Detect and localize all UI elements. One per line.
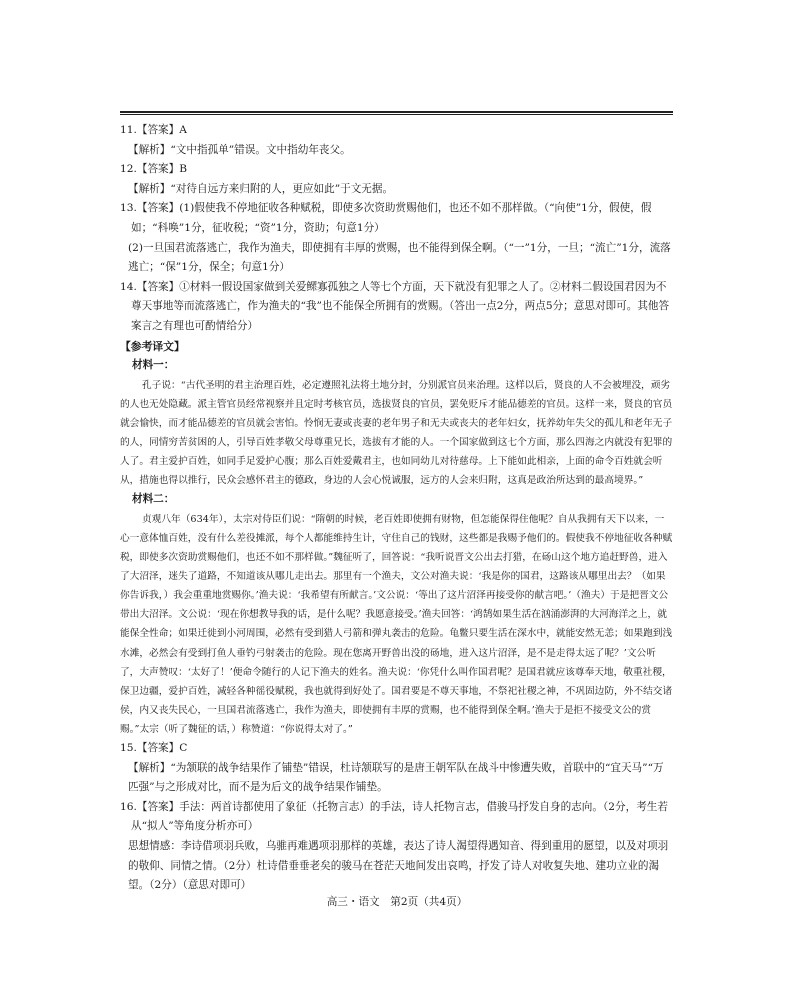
q12-answer: 12.【答案】B (120, 163, 188, 176)
q16-answer: 16.【答案】手法：两首诗都使用了象征（托物言志）的手法，诗人托物言志，借骏马抒发自身的志向。（2分，考生若从“拟人”等角度分析亦可） (120, 800, 668, 833)
answer-content (120, 121, 673, 896)
material2-text: 贞观八年（634年），太宗对侍臣们说：“隋朝的时候，老百姓即使拥有财物，但怎能保得住他呢？自从我拥有天下以来，一心一意体恤百姓，没有什么差役摊派，每个人都能维持生计，守住自己的钱财，这些都是我赐予他们的。假使我不停地征收各种赋税，即使多次资助赏赐他们，也还不如不那样做。”魏征听了，回答说：“我听说晋文公出去打猎，在砀山这个地方追赶野兽，进入了大沼泽，迷失了道路，不知道该从哪儿走出去。那里有一个渔夫，文公对渔夫说：‘我是你的国君，这路该从哪里出去？（如果你告诉我，）我会重重地赏赐你。’渔夫说：‘我希望有所献言。’文公说：‘等出了这片沼泽再接受你的献言吧。’（渔夫）于是把晋文公带出大沼泽。文公说：‘现在你想教导我的话，是什么呢？我愿意接受。’渔夫回答：‘鸿鹄如果生活在汹涌澎湃的大河海洋之上，就能保全性命；如果迁徙到小河周围，必然有受到猎人弓箭和弹丸袭击的危险。龟鳖只要生活在深水中，就能安然无恙；如果跑到浅水滩，必然会有受到打鱼人垂钓弓射袭击的危险。现在您离开野兽出没的砀地，进入这片沼泽，是不是走得太远了呢？’文公听了，大声赞叹：‘太好了！’便命令随行的人记下渔夫的姓名。渔夫说：‘你凭什么叫作国君呢？是国君就应该尊奉天地，敬重社稷，保卫边疆，爱护百姓，减轻各种徭役赋税，我也就得到好处了。国君要是不尊天事地，不祭祀社稷之神，不巩固边防，外不结交诸侯，内又丧失民心，一旦国君流落逃亡，我作为渔夫，即使拥有丰厚的赏赐，也不能得到保全啊。’渔夫于是拒不接受文公的赏赐。”太宗（听了魏征的话，）称赞道：“你说得太对了。” (120, 513, 673, 735)
header-rule-thin (120, 114, 673, 115)
q15-answer: 15.【答案】C (120, 742, 188, 754)
page-footer: 高三・语文 第2页（共4页） (326, 896, 468, 908)
reference-heading: 【参考译文】 (120, 339, 185, 353)
q15-analysis: 【解析】“为颔联的战争结果作了铺垫”错误，杜诗颔联写的是唐王朝军队在战斗中惨遭失败，首联中的“宜天马”“万匹强”与之形成对比，而不是为后文的战争结果作铺垫。 (128, 761, 664, 794)
material1-text: 孔子说：“古代圣明的君主治理百姓，必定遵照礼法将土地分封，分别派官员来治理。这样以后，贤良的人不会被埋没，顽劣的人也无处隐藏。派主管官员经常视察并且定时考核官员，选拔贤良的官员，罢免贬斥才能品德差的官员。这样一来，贤良的官员就会愉快，而才能品德差的官员就会害怕。怜悯无妻或丧妻的老年男子和无夫或丧夫的老年妇女，抚养幼年失父的孤儿和老年无子的人，同情穷苦贫困的人，引导百姓孝敬父母尊重兄长，选拔有才能的人。一个国家做到这七个方面，那么四海之内就没有犯罪的人了。君主爱护百姓，如同手足爱护心腹；那么百姓爱戴君主，也如同幼儿对待慈母。上下能如此相亲，上面的命令百姓就会听从，措施也得以推行，民众会感怀君主的德政，身边的人会心悦诚服，远方的人会来归附，这真是政治所达到的最高境界。” (120, 379, 673, 487)
q13-part2: (2)一旦国君流落逃亡，我作为渔夫，即使拥有丰厚的赏赐，也不能得到保全啊。（“一”1分，一旦；“流亡”1分，流落逃亡；“保”1分，保全；句意1分） (128, 241, 671, 274)
q12-analysis: 【解析】“对待自远方来归附的人，更应如此”于文无据。 (128, 182, 394, 195)
q16-analysis: 思想情感：李诗借项羽兵败，乌骓再难遇项羽那样的英雄，表达了诗人渴望得遇知音、得到重用的愿望，以及对项羽的敬仰、同情之情。（2分）杜诗借垂垂老矣的骏马在苍茫天地间发出哀鸣，抒发了诗人对收复失地、建功立业的渴望。（2分）（意思对即可） (128, 839, 669, 892)
header-rule (120, 111, 673, 113)
q11-analysis: 【解析】“文中指孤单”错误。文中指幼年丧父。 (128, 143, 351, 156)
q13-answer: 13.【答案】(1)假使我不停地征收各种赋税，即使多次资助赏赐他们，也还不如不那样做。（“向使”1分，假使，假如；“科唤”1分，征收税；“资”1分，资助；句意1分） (120, 202, 652, 234)
material1-label: 材料一： (132, 359, 175, 372)
material2-label: 材料二： (132, 493, 175, 506)
q14-answer: 14.【答案】①材料一假设国家做到关爱鳏寡孤独之人等七个方面，天下就没有犯罪之人了。②材料二假设国君因为不尊天事地等而流落逃亡，作为渔夫的“我”也不能保全所拥有的赏赐。（答出一点2分，两点5分；意思对即可。其他答案言之有理也可酌情给分） (120, 280, 670, 332)
q11-answer: 11.【答案】A (120, 124, 187, 136)
